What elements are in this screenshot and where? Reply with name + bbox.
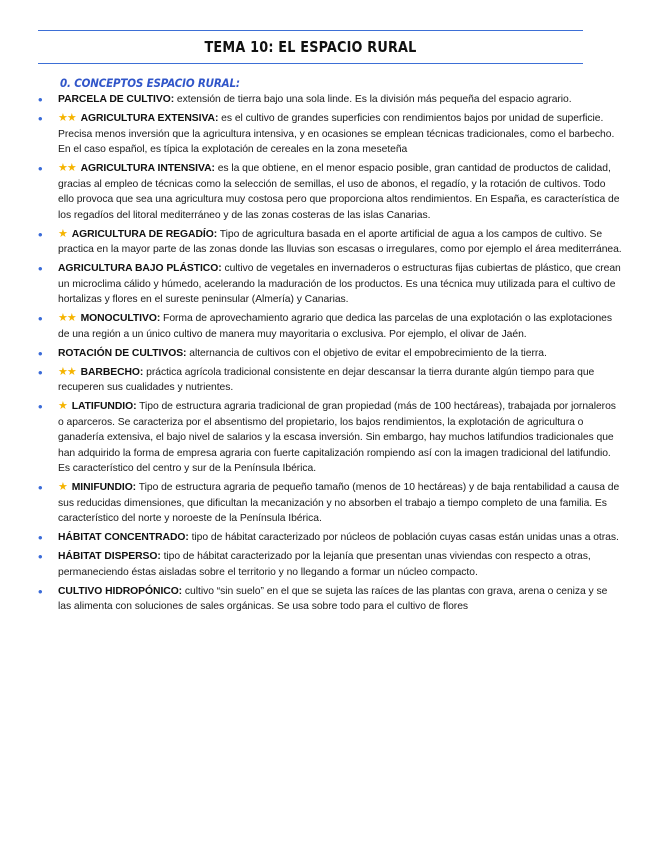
term-definition: alternancia de cultivos con el objetivo de evitar el empobrecimiento de la tierra. xyxy=(189,347,547,359)
bullet-icon: • xyxy=(38,311,43,326)
term-item xyxy=(38,346,623,362)
term-item xyxy=(38,311,623,342)
term-definition: cultivo “sin suelo” en el que se sujeta las raíces de las plantas con grava, arena o ceniza y se las alimenta con soluciones de sales orgánicas. Se usa sobre todo para el cultivo de flores xyxy=(58,585,608,612)
term-name: HÁBITAT DISPERSO: xyxy=(58,551,161,562)
bullet-icon: • xyxy=(38,345,43,361)
bullet-icon: • xyxy=(38,549,43,564)
term-name: AGRICULTURA INTENSIVA: xyxy=(80,163,215,174)
term-name: LATIFUNDIO: xyxy=(71,401,137,412)
term-name: MINIFUNDIO: xyxy=(71,482,137,493)
bullet-icon: • xyxy=(38,261,43,276)
term-name: PARCELA DE CULTIVO: xyxy=(58,94,175,105)
term-definition: tipo de hábitat caracterizado por núcleos de población cuyas casas están unidas unas a otras. xyxy=(191,532,619,543)
term-name: BARBECHO: xyxy=(80,366,144,378)
term-item xyxy=(38,584,623,615)
term-name: CULTIVO HIDROPÓNICO: xyxy=(58,585,183,597)
star-rating-icon: ★ xyxy=(58,227,67,240)
bullet-icon: • xyxy=(38,111,43,126)
term-definition: es el cultivo de grandes superficies con rendimientos bajos por unidad de superficie. Precisa menos inversión que la agricultura intensiva, y en ocasiones se emplean técnicas tradicionales, como el barbecho. En el caso español, es típica la explotación de cereales en la zona meseteña xyxy=(58,113,615,155)
bullet-icon: • xyxy=(38,226,43,242)
term-item xyxy=(38,111,623,158)
star-rating-icon: ★★ xyxy=(58,312,76,324)
term-name: HÁBITAT CONCENTRADO: xyxy=(58,532,189,543)
term-definition: práctica agrícola tradicional consistente en dejar descansar la tierra durante algún tiempo para que recuperen sus cualidades y nutrientes. xyxy=(58,366,595,393)
term-item xyxy=(38,365,623,396)
term-definition: cultivo de vegetales en invernaderos o estructuras fijas cubiertas de plástico, que crean un microclima cálido y húmedo, acelerando la maduración de los productos. Es una técnica muy utilizada para el cultivo de hortalizas y flores en el sureste peninsular (Almería) y Canarias. xyxy=(58,263,621,305)
terms-list xyxy=(38,92,623,618)
star-rating-icon: ★★ xyxy=(58,112,76,124)
star-rating-icon: ★★ xyxy=(58,162,76,174)
term-name: MONOCULTIVO: xyxy=(80,313,161,324)
term-definition: Forma de aprovechamiento agrario que dedica las parcelas de una explotación o las explotaciones de una región a un único cultivo de manera muy mayoritaria o exclusiva. Por ejemplo, el olivar de Jaén. xyxy=(58,313,612,340)
term-name: AGRICULTURA DE REGADÍO: xyxy=(71,228,218,240)
term-item xyxy=(38,399,623,477)
bullet-icon: • xyxy=(38,399,43,414)
term-definition: Tipo de agricultura basada en el aporte artificial de agua a los campos de cultivo. Se practica en la mayor parte de las zonas donde las lluvias son escasas o irregulares, como por ejemplo el área mediterránea. xyxy=(58,228,622,255)
star-rating-icon: ★★ xyxy=(58,365,76,378)
page-title: TEMA 10: EL ESPACIO RURAL xyxy=(204,38,417,56)
term-item xyxy=(38,92,623,108)
term-definition: tipo de hábitat caracterizado por la lejanía que presentan unas viviendas con respecto a otras, permaneciendo éstas aisladas sobre el territorio y no llegando a formar un núcleo compacto. xyxy=(58,551,591,578)
term-definition: extensión de tierra bajo una sola linde. Es la división más pequeña del espacio agrario. xyxy=(176,94,572,105)
term-definition: Tipo de estructura agraria de pequeño tamaño (menos de 10 hectáreas) y de baja rentabilidad a causa de sus reducidas dimensiones, que dificultan la mecanización y no absorben el trabajo a tiempo completo de una familia. Es característico del norte y noroeste de la Península Ibérica. xyxy=(58,482,620,524)
term-name: AGRICULTURA EXTENSIVA: xyxy=(80,113,219,124)
term-name: AGRICULTURA BAJO PLÁSTICO: xyxy=(58,263,222,274)
bullet-icon: • xyxy=(38,161,43,176)
term-definition: es la que obtiene, en el menor espacio posible, gran cantidad de productos de calidad, gracias al empleo de técnicas como la selección de semillas, el uso de abonos, el regadío, y la rotación de cultivos. Todo ello provoca que sea una agricultura muy costosa pero que proporciona altos rendimientos. En España, es característica de los regadíos del litoral mediterráneo y de las zonas costeras de las islas Canarias. xyxy=(58,163,620,221)
bullet-icon: • xyxy=(38,480,43,495)
term-item xyxy=(38,530,623,546)
star-rating-icon: ★ xyxy=(58,400,67,412)
star-rating-icon: ★ xyxy=(58,481,67,493)
bullet-icon: • xyxy=(38,364,43,380)
term-item xyxy=(38,261,623,308)
section-heading: 0. CONCEPTOS ESPACIO RURAL: xyxy=(60,76,240,90)
term-item xyxy=(38,549,623,580)
bullet-icon: • xyxy=(38,530,43,545)
term-item xyxy=(38,161,623,223)
term-item xyxy=(38,480,623,527)
term-name: ROTACIÓN DE CULTIVOS: xyxy=(58,347,187,359)
bullet-icon: • xyxy=(38,583,43,599)
title-top-rule xyxy=(38,30,583,31)
term-item xyxy=(38,227,623,258)
term-definition: Tipo de estructura agraria tradicional de gran propiedad (más de 100 hectáreas), trabajada por jornaleros o aparceros. Se caracteriza por el absentismo del propietario, los bajos rendimientos, la explotación de agricultura o ganadería extensiva, el bajo nivel de salarios y la escasa inversión. Sin embargo, hay muchos latifundios tradicionales que han adquirido la forma de empresa agraria con fuerte capitalización rompiendo así con la imagen tradicional del latifundio. Es característico del centro y sur de la Península Ibérica. xyxy=(58,401,616,474)
bullet-icon: • xyxy=(38,92,43,107)
title-bottom-rule xyxy=(38,63,583,64)
